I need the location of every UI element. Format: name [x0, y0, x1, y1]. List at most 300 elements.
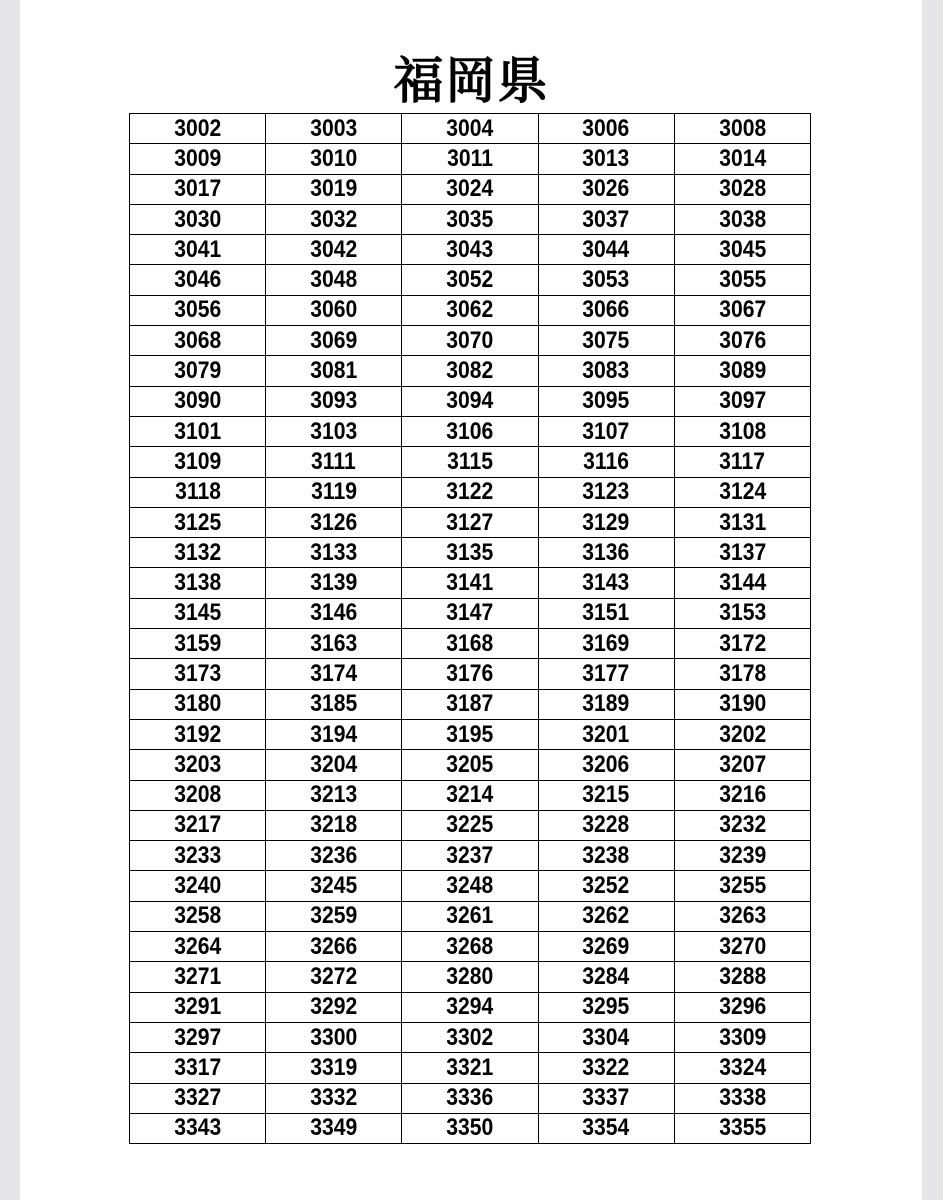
table-cell [266, 265, 402, 295]
table-cell [402, 265, 538, 295]
table-cell [674, 750, 810, 780]
table-cell [402, 144, 538, 174]
cell-number: 3233 [174, 841, 222, 869]
table-cell [130, 810, 266, 840]
cell-number: 3215 [582, 781, 630, 809]
cell-number: 3213 [310, 781, 358, 809]
table-cell [266, 447, 402, 477]
table-cell [674, 295, 810, 325]
cell-number: 3203 [174, 750, 222, 778]
cell-number: 3048 [310, 266, 358, 294]
table-cell [402, 538, 538, 568]
table-cell [674, 901, 810, 931]
table-cell [402, 659, 538, 689]
cell-number: 3122 [446, 478, 494, 506]
table-cell [130, 932, 266, 962]
table-cell [538, 538, 674, 568]
cell-number: 3201 [582, 720, 630, 748]
cell-number: 3228 [582, 811, 630, 839]
cell-number: 3355 [718, 1114, 766, 1142]
table-cell [266, 174, 402, 204]
table-cell [674, 568, 810, 598]
table-cell [674, 1022, 810, 1052]
table-cell [674, 719, 810, 749]
table-cell [266, 901, 402, 931]
cell-number: 3127 [446, 508, 494, 536]
cell-number: 3296 [718, 993, 766, 1021]
table-cell [538, 810, 674, 840]
table-cell [266, 235, 402, 265]
table-cell [674, 598, 810, 628]
cell-number: 3304 [582, 1023, 630, 1051]
cell-number: 3042 [310, 235, 358, 263]
table-cell [402, 1022, 538, 1052]
table-cell [402, 629, 538, 659]
table-cell [266, 114, 402, 144]
cell-number: 3192 [174, 720, 222, 748]
table-row [130, 992, 811, 1022]
table-cell [266, 295, 402, 325]
cell-number: 3082 [446, 357, 494, 385]
cell-number: 3295 [582, 993, 630, 1021]
table-cell [538, 992, 674, 1022]
cell-number: 3037 [582, 205, 630, 233]
cell-number: 3255 [718, 872, 766, 900]
table-cell [266, 1022, 402, 1052]
cell-number: 3146 [310, 599, 358, 627]
table-cell [130, 1083, 266, 1113]
table-cell [402, 386, 538, 416]
number-table-body [130, 114, 811, 1144]
cell-number: 3238 [582, 841, 630, 869]
cell-number: 3317 [174, 1053, 222, 1081]
cell-number: 3271 [174, 962, 222, 990]
cell-number: 3159 [174, 629, 222, 657]
table-cell [402, 962, 538, 992]
cell-number: 3093 [310, 387, 358, 415]
table-cell [538, 1083, 674, 1113]
cell-number: 3338 [718, 1084, 766, 1112]
table-cell [538, 114, 674, 144]
cell-number: 3032 [310, 205, 358, 233]
cell-number: 3173 [174, 659, 222, 687]
table-cell [402, 568, 538, 598]
cell-number: 3202 [718, 720, 766, 748]
cell-number: 3003 [310, 114, 358, 142]
table-cell [538, 568, 674, 598]
table-cell [266, 1053, 402, 1083]
table-row [130, 204, 811, 234]
cell-number: 3336 [446, 1084, 494, 1112]
cell-number: 3206 [582, 750, 630, 778]
cell-number: 3076 [718, 326, 766, 354]
cell-number: 3097 [718, 387, 766, 415]
cell-number: 3147 [446, 599, 494, 627]
table-row [130, 326, 811, 356]
cell-number: 3107 [582, 417, 630, 445]
table-cell [538, 326, 674, 356]
cell-number: 3354 [582, 1114, 630, 1142]
table-cell [538, 204, 674, 234]
table-cell [538, 689, 674, 719]
table-cell [130, 477, 266, 507]
table-cell [266, 538, 402, 568]
table-cell [130, 416, 266, 446]
cell-number: 3189 [582, 690, 630, 718]
table-cell [674, 932, 810, 962]
cell-number: 3144 [718, 569, 766, 597]
cell-number: 3264 [174, 932, 222, 960]
table-row [130, 538, 811, 568]
table-cell [266, 719, 402, 749]
table-cell [402, 447, 538, 477]
cell-number: 3343 [174, 1114, 222, 1142]
table-cell [130, 114, 266, 144]
table-cell [674, 356, 810, 386]
table-cell [266, 477, 402, 507]
cell-number: 3153 [718, 599, 766, 627]
cell-number: 3043 [446, 235, 494, 263]
cell-number: 3327 [174, 1084, 222, 1112]
table-cell [402, 719, 538, 749]
cell-number: 3103 [310, 417, 358, 445]
table-cell [402, 114, 538, 144]
cell-number: 3302 [446, 1023, 494, 1051]
table-cell [674, 174, 810, 204]
table-row [130, 901, 811, 931]
cell-number: 3214 [446, 781, 494, 809]
cell-number: 3322 [582, 1053, 630, 1081]
table-cell [538, 477, 674, 507]
table-cell [674, 326, 810, 356]
table-cell [266, 598, 402, 628]
cell-number: 3041 [174, 235, 222, 263]
cell-number: 3272 [310, 962, 358, 990]
table-cell [538, 235, 674, 265]
table-cell [674, 992, 810, 1022]
cell-number: 3136 [582, 538, 630, 566]
table-cell [130, 659, 266, 689]
cell-number: 3239 [718, 841, 766, 869]
table-cell [538, 144, 674, 174]
table-cell [674, 416, 810, 446]
table-cell [402, 1083, 538, 1113]
table-cell [674, 447, 810, 477]
table-cell [674, 265, 810, 295]
table-cell [402, 841, 538, 871]
table-cell [130, 386, 266, 416]
table-row [130, 598, 811, 628]
cell-number: 3070 [446, 326, 494, 354]
cell-number: 3225 [446, 811, 494, 839]
table-cell [402, 204, 538, 234]
cell-number: 3075 [582, 326, 630, 354]
cell-number: 3261 [446, 902, 494, 930]
table-cell [538, 871, 674, 901]
table-cell [402, 295, 538, 325]
cell-number: 3218 [310, 811, 358, 839]
table-cell [674, 507, 810, 537]
cell-number: 3178 [718, 659, 766, 687]
table-cell [130, 629, 266, 659]
table-row [130, 1022, 811, 1052]
cell-number: 3269 [582, 932, 630, 960]
cell-number: 3123 [582, 478, 630, 506]
cell-number: 3008 [718, 114, 766, 142]
table-cell [402, 992, 538, 1022]
cell-number: 3291 [174, 993, 222, 1021]
table-cell [130, 144, 266, 174]
cell-number: 3035 [446, 205, 494, 233]
table-cell [266, 356, 402, 386]
cell-number: 3350 [446, 1114, 494, 1142]
cell-number: 3205 [446, 750, 494, 778]
cell-number: 3292 [310, 993, 358, 1021]
table-cell [538, 356, 674, 386]
table-cell [538, 901, 674, 931]
table-cell [130, 689, 266, 719]
table-cell [538, 780, 674, 810]
cell-number: 3116 [583, 447, 630, 475]
table-cell [538, 386, 674, 416]
cell-number: 3060 [310, 296, 358, 324]
cell-number: 3169 [582, 629, 630, 657]
table-cell [538, 659, 674, 689]
table-cell [674, 1113, 810, 1143]
cell-number: 3131 [718, 508, 766, 536]
cell-number: 3004 [446, 114, 494, 142]
table-row [130, 235, 811, 265]
cell-number: 3132 [174, 538, 222, 566]
table-row [130, 295, 811, 325]
table-row [130, 689, 811, 719]
cell-number: 3117 [719, 447, 766, 475]
table-row [130, 629, 811, 659]
table-cell [402, 932, 538, 962]
cell-number: 3240 [174, 872, 222, 900]
table-cell [266, 568, 402, 598]
cell-number: 3151 [582, 599, 630, 627]
table-cell [674, 629, 810, 659]
cell-number: 3126 [310, 508, 358, 536]
table-cell [402, 689, 538, 719]
table-cell [538, 719, 674, 749]
table-row [130, 1053, 811, 1083]
cell-number: 3094 [446, 387, 494, 415]
cell-number: 3174 [310, 659, 358, 687]
cell-number: 3297 [174, 1023, 222, 1051]
cell-number: 3270 [718, 932, 766, 960]
cell-number: 3204 [310, 750, 358, 778]
table-cell [266, 992, 402, 1022]
table-row [130, 174, 811, 204]
table-cell [266, 841, 402, 871]
table-cell [674, 962, 810, 992]
cell-number: 3053 [582, 266, 630, 294]
table-cell [130, 871, 266, 901]
table-cell [130, 204, 266, 234]
table-cell [538, 1053, 674, 1083]
table-cell [674, 841, 810, 871]
table-cell [674, 538, 810, 568]
table-row [130, 750, 811, 780]
cell-number: 3068 [174, 326, 222, 354]
cell-number: 3138 [174, 569, 222, 597]
table-row [130, 1113, 811, 1143]
cell-number: 3300 [310, 1023, 358, 1051]
cell-number: 3038 [718, 205, 766, 233]
table-cell [130, 235, 266, 265]
table-cell [402, 1113, 538, 1143]
cell-number: 3332 [310, 1084, 358, 1112]
cell-number: 3055 [718, 266, 766, 294]
table-cell [266, 629, 402, 659]
table-cell [266, 750, 402, 780]
cell-number: 3284 [582, 962, 630, 990]
cell-number: 3252 [582, 872, 630, 900]
table-cell [130, 295, 266, 325]
table-cell [402, 326, 538, 356]
table-cell [402, 598, 538, 628]
cell-number: 3236 [310, 841, 358, 869]
cell-number: 3002 [174, 114, 222, 142]
table-cell [130, 447, 266, 477]
cell-number: 3190 [718, 690, 766, 718]
table-cell [266, 932, 402, 962]
cell-number: 3263 [718, 902, 766, 930]
cell-number: 3056 [174, 296, 222, 324]
table-cell [266, 780, 402, 810]
table-cell [402, 235, 538, 265]
table-cell [266, 689, 402, 719]
cell-number: 3137 [718, 538, 766, 566]
table-cell [130, 1113, 266, 1143]
table-cell [130, 841, 266, 871]
table-row [130, 932, 811, 962]
cell-number: 3232 [718, 811, 766, 839]
cell-number: 3017 [174, 175, 222, 203]
table-cell [538, 1022, 674, 1052]
cell-number: 3090 [174, 387, 222, 415]
cell-number: 3133 [310, 538, 358, 566]
cell-number: 3066 [582, 296, 630, 324]
table-cell [266, 416, 402, 446]
cell-number: 3288 [718, 962, 766, 990]
table-cell [538, 416, 674, 446]
table-cell [674, 1083, 810, 1113]
table-cell [266, 1083, 402, 1113]
table-cell [674, 477, 810, 507]
table-cell [402, 901, 538, 931]
table-cell [538, 932, 674, 962]
cell-number: 3026 [582, 175, 630, 203]
table-cell [266, 144, 402, 174]
cell-number: 3143 [582, 569, 630, 597]
cell-number: 3108 [718, 417, 766, 445]
cell-number: 3010 [310, 144, 358, 172]
table-row [130, 356, 811, 386]
page-title: 福岡県 [393, 52, 550, 110]
cell-number: 3062 [446, 296, 494, 324]
cell-number: 3139 [310, 569, 358, 597]
table-row [130, 386, 811, 416]
table-cell [538, 295, 674, 325]
table-cell [674, 689, 810, 719]
table-cell [402, 1053, 538, 1083]
table-cell [538, 447, 674, 477]
table-cell [674, 1053, 810, 1083]
cell-number: 3081 [310, 357, 358, 385]
table-cell [538, 598, 674, 628]
table-cell [130, 901, 266, 931]
cell-number: 3319 [310, 1053, 358, 1081]
cell-number: 3324 [718, 1053, 766, 1081]
table-cell [130, 356, 266, 386]
cell-number: 3067 [718, 296, 766, 324]
table-cell [266, 326, 402, 356]
cell-number: 3195 [446, 720, 494, 748]
table-cell [402, 871, 538, 901]
table-cell [266, 507, 402, 537]
cell-number: 3135 [446, 538, 494, 566]
table-cell [130, 1053, 266, 1083]
table-row [130, 841, 811, 871]
cell-number: 3045 [718, 235, 766, 263]
cell-number: 3118 [174, 478, 221, 506]
cell-number: 3217 [174, 811, 222, 839]
table-row [130, 265, 811, 295]
table-cell [538, 265, 674, 295]
cell-number: 3176 [446, 659, 494, 687]
cell-number: 3052 [446, 266, 494, 294]
cell-number: 3125 [174, 508, 222, 536]
table-cell [266, 1113, 402, 1143]
cell-number: 3207 [718, 750, 766, 778]
cell-number: 3095 [582, 387, 630, 415]
table-row [130, 780, 811, 810]
table-row [130, 1083, 811, 1113]
table-row [130, 114, 811, 144]
table-cell [402, 174, 538, 204]
cell-number: 3168 [446, 629, 494, 657]
cell-number: 3006 [582, 114, 630, 142]
cell-number: 3083 [582, 357, 630, 385]
table-cell [266, 659, 402, 689]
table-cell [538, 1113, 674, 1143]
cell-number: 3309 [718, 1023, 766, 1051]
cell-number: 3024 [446, 175, 494, 203]
table-cell [130, 992, 266, 1022]
cell-number: 3019 [310, 175, 358, 203]
cell-number: 3259 [310, 902, 358, 930]
table-cell [674, 114, 810, 144]
table-cell [538, 629, 674, 659]
number-table [129, 113, 811, 1144]
table-cell [402, 356, 538, 386]
cell-number: 3258 [174, 902, 222, 930]
table-cell [402, 416, 538, 446]
cell-number: 3046 [174, 266, 222, 294]
table-cell [130, 538, 266, 568]
table-cell [130, 780, 266, 810]
cell-number: 3180 [174, 690, 222, 718]
cell-number: 3101 [174, 417, 222, 445]
cell-number: 3079 [174, 357, 222, 385]
cell-number: 3106 [446, 417, 494, 445]
cell-number: 3266 [310, 932, 358, 960]
table-cell [130, 598, 266, 628]
table-cell [674, 144, 810, 174]
